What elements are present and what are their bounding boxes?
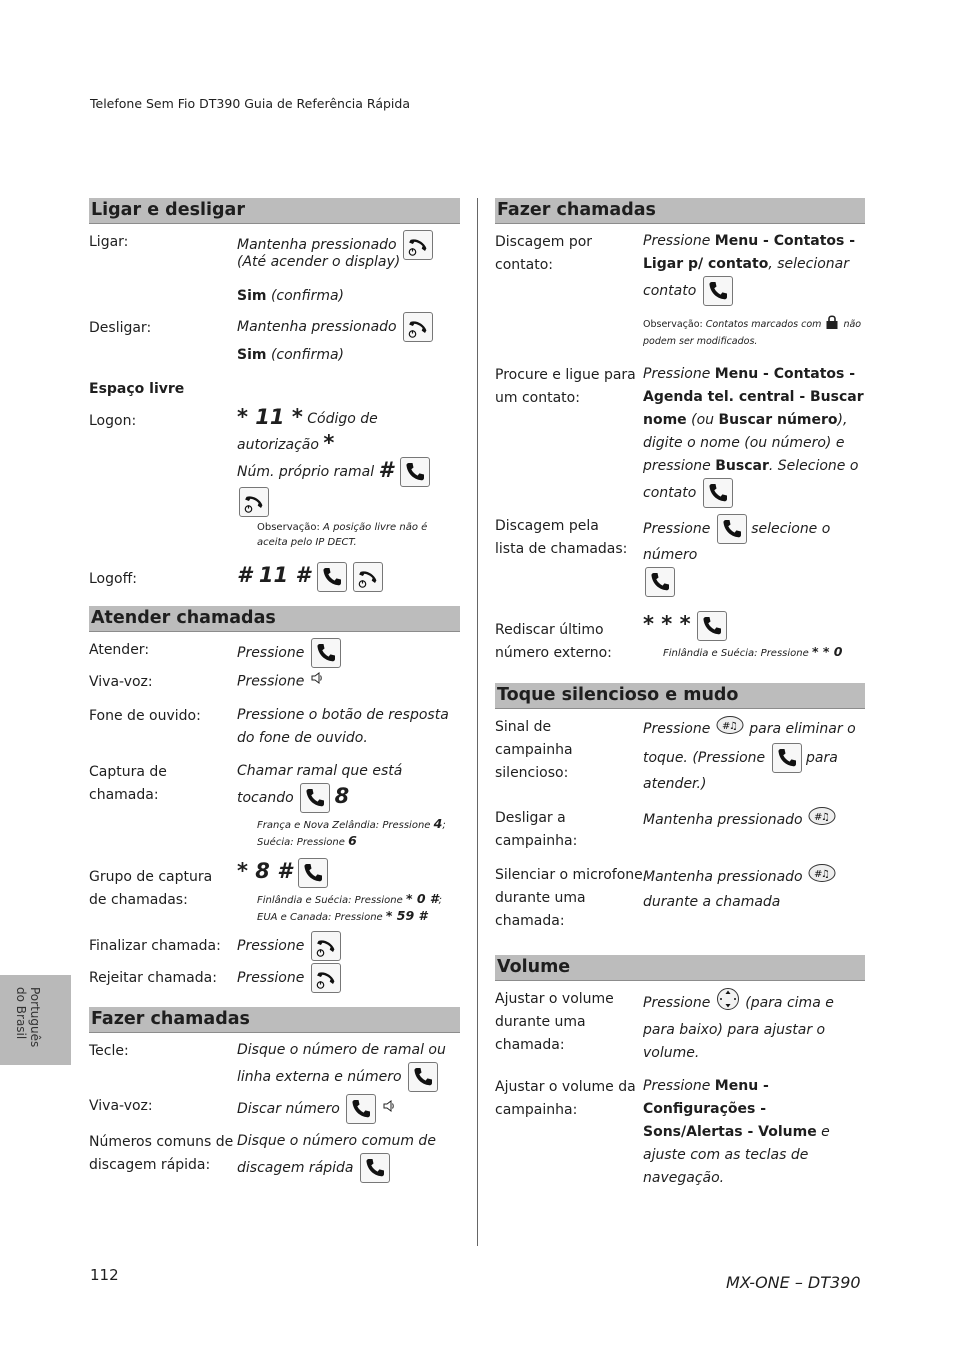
note-label: Observação: [257, 522, 320, 533]
right-column [495, 198, 865, 1190]
menu-path: Menu - Contatos - Ligar p/ contato [643, 233, 856, 272]
text: , selecionar contato [643, 256, 849, 299]
row-label: Captura de chamada: [89, 764, 167, 803]
side-tab-label: Português do Brasil [14, 987, 42, 1048]
call-icon [360, 1153, 390, 1183]
text: Chamar ramal que está [237, 763, 403, 779]
row-label: Discagem pela lista de chamadas: [495, 518, 628, 557]
language-side-tab [0, 975, 71, 1065]
menu-path: Menu - Configurações - Sons/Alertas - Volume [643, 1078, 817, 1140]
text: Pressione [643, 1078, 711, 1094]
speaker-icon [382, 1098, 396, 1121]
note-key: * 0 # [405, 891, 439, 906]
rediscar-code: * * * [643, 612, 691, 636]
hash-key: # [378, 458, 394, 482]
call-icon [317, 562, 347, 592]
row-captura: Captura de chamada: Chamar ramal que está tocando 8 França e Nova Zelândia: Pressione 4; Suécia: Pressione 6 [89, 760, 460, 850]
row-label: Desligar a campainha: [495, 810, 578, 849]
text: Disque o número de ramal ou linha externa e número [237, 1042, 446, 1085]
text: (confirma) [270, 288, 345, 304]
text: Mantenha pressionado [237, 319, 397, 335]
row-numeros-comuns [89, 1130, 460, 1183]
call-icon [645, 567, 675, 597]
section-title-toque: Toque silencioso e mudo [495, 683, 865, 709]
column-divider [477, 198, 478, 1246]
document-footer: MX-ONE – DT390 [726, 1273, 861, 1292]
text: selecione o número [643, 521, 831, 563]
row-label: Grupo de captura de chamadas: [89, 869, 213, 908]
row-label: Rejeitar chamada: [89, 970, 217, 986]
text: e ajuste com as teclas de navegação. [643, 1124, 830, 1186]
text: para atender.) [643, 750, 838, 792]
text: Mantenha pressionado [237, 237, 397, 253]
row-label: Fone de ouvido: [89, 708, 201, 724]
call-icon [697, 611, 727, 641]
row-value: Pressione o botão de resposta do fone de ouvido. [237, 707, 449, 746]
row-label: Sinal de campainha silencioso: [495, 719, 573, 781]
text: Pressione [237, 938, 305, 954]
note-key: 4 [433, 816, 443, 831]
note-text: não podem ser modificados. [643, 319, 862, 347]
text: Pressione [237, 645, 305, 661]
section-title-fazer-left: Fazer chamadas [89, 1007, 460, 1033]
text: Mantenha pressionado [643, 812, 803, 828]
text: Pressione [643, 233, 711, 249]
logon-code: * 11 * [237, 405, 303, 429]
text: Pressione [643, 995, 711, 1011]
end-call-icon [311, 931, 341, 961]
row-ajustar-volume [495, 987, 865, 1065]
call-icon [717, 514, 747, 544]
end-call-icon [403, 312, 433, 342]
section-title-ligar: Ligar e desligar [89, 198, 460, 224]
speaker-icon [310, 670, 324, 693]
menu-path: Buscar número [718, 412, 838, 428]
row-desligar-campainha [495, 806, 865, 853]
hash-key-icon [808, 806, 836, 834]
row-viva-voz-fazer [89, 1094, 460, 1124]
end-call-icon [311, 963, 341, 993]
note-text: Contatos marcados com [705, 319, 822, 330]
svg-text:♫: ♫ [821, 869, 831, 880]
section-title-volume: Volume [495, 955, 865, 981]
row-label: Tecle: [89, 1043, 129, 1059]
note-text: Finlândia e Suécia: Pressione [663, 648, 809, 659]
svg-text:#: # [721, 721, 731, 732]
row-label: Viva-voz: [89, 674, 153, 690]
call-icon [703, 276, 733, 306]
row-label: Logon: [89, 413, 137, 429]
svg-text:#: # [814, 812, 823, 823]
row-label: Rediscar último número externo: [495, 622, 612, 661]
text: Pressione [643, 366, 711, 382]
text: Código de autorização [237, 411, 378, 453]
text: (ou [691, 412, 715, 428]
call-icon [703, 478, 733, 508]
text: Mantenha pressionado [643, 869, 803, 885]
text: para eliminar o toque. (Pressione [643, 721, 856, 766]
note-text: A posição livre não é aceita pelo IP DECT. [257, 522, 428, 548]
grupo-code: * 8 # [237, 859, 292, 883]
row-label: Procure e ligue para um contato: [495, 367, 636, 406]
row-label: Finalizar chamada: [89, 938, 221, 954]
row-viva-voz [89, 670, 460, 694]
row-desligar-sim [89, 344, 460, 367]
end-call-icon [353, 562, 383, 592]
row-label: Ajustar o volume durante uma chamada: [495, 991, 614, 1053]
row-rejeitar [89, 963, 460, 993]
row-ligar [89, 230, 460, 283]
text: Discar número [237, 1101, 340, 1117]
row-ligar-sim [89, 285, 460, 308]
document-header: Telefone Sem Fio DT390 Guia de Referência Rápida [90, 96, 410, 111]
text: ), digite o nome (ou número) e pressione [643, 412, 848, 474]
note-text: França e Nova Zelândia: Pressione [257, 820, 431, 831]
subheading-espaco-livre: Espaço livre [89, 381, 185, 397]
call-icon [400, 457, 430, 487]
note-label: Observação: [643, 319, 703, 330]
text: Núm. próprio ramal [237, 464, 375, 480]
row-finalizar [89, 931, 460, 961]
row-tecle [89, 1039, 460, 1092]
note-key: * * 0 [811, 644, 843, 659]
note-key: 6 [348, 833, 357, 848]
logoff-code: # 11 # [237, 563, 311, 587]
text: Disque o número comum de discagem rápida [237, 1133, 436, 1176]
note-key: * 59 # [385, 908, 428, 923]
row-discagem-contato [495, 230, 865, 349]
call-icon [772, 743, 802, 773]
row-logon [89, 405, 460, 550]
navigation-key-icon [716, 987, 740, 1019]
call-icon [298, 858, 328, 888]
sim-softkey: Sim [237, 288, 267, 304]
row-label: Números comuns de discagem rápida: [89, 1134, 234, 1173]
row-label: Ajustar o volume da campainha: [495, 1079, 636, 1118]
hash-key-icon [716, 715, 744, 743]
row-ajustar-campainha [495, 1075, 865, 1190]
svg-text:♫: ♫ [728, 721, 738, 732]
row-discagem-lista [495, 514, 865, 597]
text: . Selecione o contato [643, 458, 859, 501]
row-procure [495, 363, 865, 508]
text: Pressione [643, 521, 711, 537]
hash-key-icon [808, 863, 836, 891]
svg-text:#: # [814, 869, 823, 880]
end-call-icon [239, 487, 269, 517]
text: durante a chamada [643, 894, 781, 910]
text: Pressione [237, 673, 305, 690]
softkey-buscar: Buscar [715, 458, 769, 474]
call-icon [408, 1062, 438, 1092]
lock-icon [825, 314, 839, 335]
sim-softkey: Sim [237, 347, 267, 363]
row-fone [89, 704, 460, 750]
text: (confirma) [270, 347, 345, 363]
row-label: Ligar: [89, 234, 129, 250]
row-desligar [89, 316, 460, 342]
row-logoff [89, 562, 460, 592]
row-label: Atender: [89, 642, 150, 658]
row-value [237, 230, 460, 283]
row-label: Silenciar o microfone durante uma chamada: [495, 867, 643, 929]
section-title-atender: Atender chamadas [89, 606, 460, 632]
text: Pressione [643, 721, 711, 737]
text: (Até acender o display) [237, 254, 401, 270]
row-label: Desligar: [89, 320, 152, 336]
note-text: Finlândia e Suécia: Pressione [257, 895, 403, 906]
row-silenciar [495, 863, 865, 933]
key-8: 8 [334, 784, 350, 808]
text: (para cima e para baixo) para ajustar o volume. [643, 995, 834, 1061]
left-column [89, 198, 460, 1183]
svg-text:♫: ♫ [821, 812, 831, 823]
row-rediscar [495, 611, 865, 665]
row-atender [89, 638, 460, 668]
row-espaco [89, 377, 460, 401]
call-icon [300, 783, 330, 813]
note-text: Suécia: Pressione [257, 837, 345, 848]
call-icon [311, 638, 341, 668]
call-icon [346, 1094, 376, 1124]
row-sinal [495, 715, 865, 796]
row-label: Viva-voz: [89, 1098, 153, 1114]
row-label: Logoff: [89, 571, 137, 587]
star-key: * [323, 431, 335, 455]
row-grupo-captura: Grupo de captura de chamadas: * 8 # Finlândia e Suécia: Pressione * 0 #; EUA e Canada: Pressione * 59 # [89, 859, 442, 923]
page-number: 112 [90, 1266, 119, 1284]
text: Pressione [237, 970, 305, 986]
section-title-fazer-right: Fazer chamadas [495, 198, 865, 224]
row-label: Discagem por contato: [495, 234, 593, 273]
menu-path: Menu - Contatos - Agenda tel. central - Buscar nome [643, 366, 864, 428]
note-text: EUA e Canada: Pressione [257, 912, 383, 923]
text: tocando [237, 790, 294, 806]
end-call-icon [403, 230, 433, 260]
